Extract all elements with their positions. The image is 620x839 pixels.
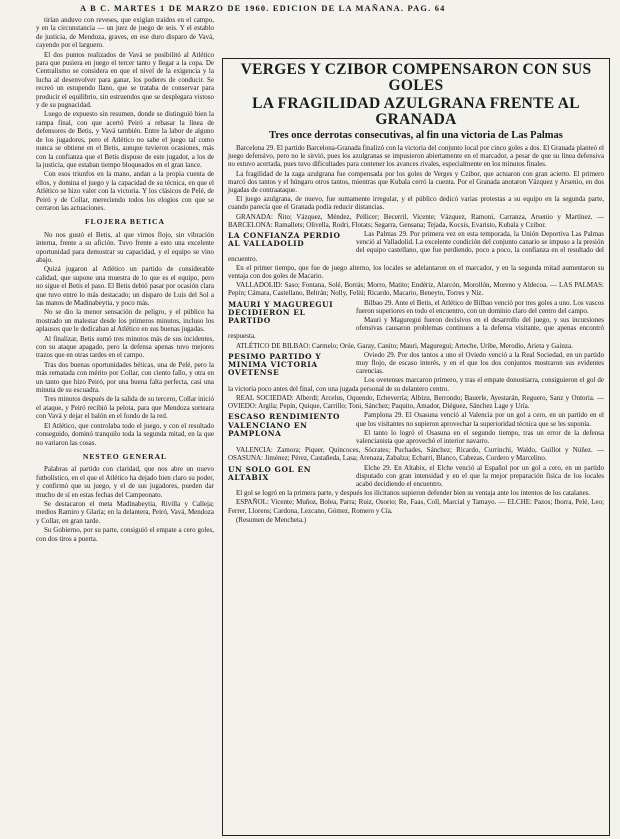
main-article-box <box>222 58 610 836</box>
section-title: MAURI Y MAGUREGUI DECIDIERON EL PARTIDO <box>228 299 334 326</box>
running-head: A B C. MARTES 1 DE MARZO DE 1960. EDICION DE LA MAÑANA. PAG. 64 <box>80 4 446 13</box>
section-lineup: VALLADOLID: Saso; Fontana, Solé, Borrás; Morro, Matito; Endériz, Alarcón, Morollón, Moreno y Aldecoa. — LAS PALMAS: Pepín; Cámara, Castellano, Beltrán; Nolly, Feliú; Ricardo, Macario, Beneyto, Torres y Niz. <box>228 281 604 298</box>
lineup-granada-barcelona: GRANADA: Ñito; Vázquez, Méndez, Pellicer; Becerril, Vicente; Vázquez, Ramoni, Carranza, Arsenio y Martínez. — BARCELONA: Ramallets; Olivella, Rodri, Flotats; Segarra, Gensana; Tejada, Kocsis, Evaristo, Kubala y Czibor. <box>228 212 604 229</box>
section-paragraph: El gol se logró en la primera parte, y después los ilicitanos supieron defender bien su ventaja ante los intentos de los catalanes. <box>236 489 591 498</box>
section-paragraph: Elche 29. En Altabix, el Elche venció al Español por un gol a cero, en un partido disputado con gran intensidad y en el que la mejor preparación física de los locales acabó decidiendo el encuentro. <box>356 463 604 488</box>
section-paragraph: El tanto lo logró el Osasuna en el segundo tiempo, tras un error de la defensa valencianista que aprovechó el interior navarro. <box>356 428 604 445</box>
left-column <box>36 16 214 834</box>
section-title: PESIMO PARTIDO Y MINIMA VICTORIA OVETENSE <box>228 351 322 378</box>
left-paragraph: tirían anduvo con reveses, que exigían traídos en el campo, y en la circunstancia — un juez de juego de seis. Y el establo de justicia, de Mendoza, graves, en ese duro disparo de Vavá, cayendo por el larguero. <box>36 16 214 50</box>
headline-line-1: VERGES Y CZIBOR COMPENSARON CON SUS GOLES <box>240 61 592 94</box>
section-paragraph: Mauri y Maguregui fueron decisivos en el desarrollo del juego, y sus incursiones ofensivas causaron problemas continuos a la defensa visitante, que apenas encontró respuesta. <box>228 316 604 341</box>
section-lineup: ATLÉTICO DE BILBAO: Carmelo; Orúe, Garay, Canito; Mauri, Maguregui; Arteche, Uribe, Merodio, Arieta y Gainza. <box>236 341 573 350</box>
subheading-flojera-betica: FLOJERA BETICA <box>84 217 166 227</box>
section-lineup: VALENCIA: Zamora; Piquer, Quincoces, Sócrates; Puchades, Sánchez; Ricardo, Currinchi, Waldo, Guillot y Núñez. — OSASUNA: Jiménez; Pérez, Castañeda, Lasa; Arenaza, Zabalza; Echarri, Blanco, Cabezas, Cordero y Marcelino. <box>228 446 604 463</box>
section-title: ESCASO RENDIMIENTO VALENCIANO EN PAMPLONA <box>228 412 341 438</box>
left-paragraph: Palabras al partido con claridad, que nos abre un nuevo futbolístico, en el que el Atlético ha dejado bien claro su poder, y confirmó que su juego, y el de sus jugadores, pueden dar mucho de sí en estas fechas del Campeonato. <box>36 465 214 499</box>
section-oviedo <box>228 351 604 410</box>
section-paragraph: Los ovetenses marcaron primero, y tras el empate donostiarra, consiguieron el gol de la victoria poco antes del final, con una jugada personal de su delantero centro. <box>228 376 604 393</box>
left-paragraph: El dos puntos realizados de Vavá se posibilitó al Atlético para que pusiera en juego el tercer tanto y llegar a la copa. De Centralismo se considera en que el nivel de la exigencia y la lucha al desenvolver para ganar, los poderes de conducir. Se recreó un estupendo llano, que se trataba de conservar para producir el equilibrio, sin estruendos que se desplegara vistoso y de su pugnacidad. <box>36 50 214 110</box>
left-paragraph: Su Gobierno, por su parte, consiguió el empate a cero goles, con dos tiros a puerta. <box>36 526 214 543</box>
subheading-nesteo-general: NESTEO GENERAL <box>82 451 168 461</box>
left-paragraph: Al finalizar, Betis sumó tres minutos más de sus incidentes, con su ataque apagado, pero la defensa apenas tuvo mejores trazos que en otras tardes en el campo. <box>36 334 214 360</box>
left-paragraph: Quizá jugaron al Atlético un partido de considerable calidad, que supone una muestra de lo que es el equipo, pero no sigue el Betis el paso. El Betis debió pasar por ocasión clara que tuvo entre lo más destacado; un disparo de Luis del Sol a las manos de Madinabeytia, y poco más. <box>36 265 214 307</box>
headline-line-2: LA FRAGILIDAD AZULGRANA FRENTE AL GRANADA <box>252 95 580 128</box>
left-paragraph: No nos gustó el Betis, al que vimos flojo, sin vibración interna, frente a su afición. Tuvo frente a esto una excelente oportunidad para demostrar su capacidad, y el equipo se vino abajo. <box>36 230 214 264</box>
left-paragraph: Con esos triunfos en la mano, andan a la propia cuenta de ellos, y domina el juego y la capacidad de su técnica, en que el Atlético se hizo valer con la victoria. Y los clásicos de Pelé, de Peiró y de Collar, mereciendo todos los elogios con que se cerraron las actuaciones. <box>36 170 214 212</box>
section-paragraph: Bilbao 29. Ante el Betis, el Atlético de Bilbao venció por tres goles a uno. Los vascos fueron superiores en todo el encuentro, con un dominio claro del centro del campo. <box>356 298 604 315</box>
section-paragraph: Las Palmas 29. Por primera vez en esta temporada, la Unión Deportiva Las Palmas venció al Valladolid. La excelente condición del conjunto canario se impuso a la presión del equipo castellano, que fue perdiendo, poco a poco, la confianza en el resultado del encuentro. <box>228 230 604 263</box>
left-paragraph: No se dio la menor sensación de peligro, y el público ha mostrado un malestar desde los primeros minutos, incluso los aplausos que le dedicaban al Atlético en sus buenas jugadas. <box>36 308 214 334</box>
section-bilbao <box>228 299 604 350</box>
section-altabix <box>228 464 604 515</box>
left-paragraph: Tres minutos después de la salida de su tercero, Collar inició el ataque, y Peiró recibió la pelota, para que Mendoza sorteara con Vavá y dejar el balón en el fondo de la red. <box>36 395 214 421</box>
section-title: LA CONFIANZA PERDIO AL VALLADOLID <box>228 231 341 249</box>
section-lineup: ESPAÑOL: Vicente; Muñoz, Bolea, Parra; Ruiz, Osorio; Re, Faas, Coll, Marcial y Tamayo. — ELCHE: Pazos; Iborra, Pelé, Leo; Ferrer, Llorens; Cardona, Lezcano, Gómez, Romero y Cía. <box>228 498 604 515</box>
left-paragraph: Tras dos buenas oportunidades béticas, una de Pelé, pero la más rematada con mérito por Collar, con ciento fallo, y otra en un tanto que hizo Peiró, por una buena falta perfecta, casi una minuta de su escuadra. <box>36 360 214 395</box>
section-lineup: REAL SOCIEDAD: Alberdi; Arcelus, Oquendo, Echeverría; Albizu, Berrondo; Bauerle, Ayestarán, Reguero, Sanz y Ontoria. — OVIEDO: Argila; Pepín, Quique, Carrillo; Toni, Sánchez; Paquito, Amador, Diéguez, Sánchez Lage y Uría. <box>228 393 604 411</box>
left-paragraph: Luego de expuesto sin resumen, donde se distinguió bien la rampa final, con que acertó Peiró a rebasar la línea de defensores de Betis, y Vavá también. Entre la labor de alguno de los jugadores, pero el Atlético no sabe el juego tal como nunca se obtiene en el Betis, aunque tuvieron ocasiones, más con la confianza que el Betis dispuso de este jugador, a los de la justicia, que estaban tiempo bloqueados en el gran lance. <box>36 110 214 169</box>
closing-credit: (Resumen de Mencheta.) <box>236 515 307 524</box>
article-paragraph: La fragilidad de la zaga azulgrana fue compensada por los goles de Verges y Czibor, que actuaron con gran acierto. El primero marcó dos tantos y el húngaro otros tantos, mientras que Kubala cerró la cuenta. Por el Granada anotaron Vázquez y Arsenio, en dos jugadas de contraataque. <box>228 169 604 195</box>
left-paragraph: Se destacaron el meta Madinabeytia, Rivilla y Calleja; medios Ramiro y Glaría; en la delantera, Peiró, Vavá, Mendoza y Collar, en gran tarde. <box>36 499 214 525</box>
section-valladolid <box>228 230 604 298</box>
section-pamplona <box>228 411 604 462</box>
article-paragraph: Barcelona 29. El partido Barcelona-Granada finalizó con la victoria del conjunto local por cinco goles a dos. El Granada planteó el juego defensivo, pero no le sirvió, pues los azulgranas se impusieron abiertamente en el marcador, a pesar de que su línea defensiva no estuvo acertada, pues tuvo dificultades para contener los avances rivales, especialmente en los minutos finales. <box>228 144 604 169</box>
article-deck: Tres once derrotas consecutivas, al fin una victoria de Las Palmas <box>269 130 563 141</box>
left-paragraph: El Atlético, que controlaba todo el juego, y con el resultado conseguido, dominó tranquilo toda la segunda mitad, en la que no variaron las cosas. <box>36 421 214 447</box>
section-paragraph: En el primer tiempo, que fue de juego alterno, los locales se adelantaron en el marcador, y en la segunda mitad aumentaron su ventaja con dos goles de Macario. <box>228 263 604 281</box>
section-title: UN SOLO GOL EN ALTABIX <box>228 464 312 482</box>
section-paragraph: Oviedo 29. Por dos tantos a uno el Oviedo venció a la Real Sociedad, en un partido muy flojo, de escaso interés, y en el que los dos conjuntos mostraron sus evidentes carencias. <box>356 350 604 376</box>
section-paragraph: Pamplona 29. El Osasuna venció al Valencia por un gol a cero, en un partido en el que los visitantes no supieron aprovechar la superioridad técnica que se les suponía. <box>356 411 604 428</box>
article-paragraph: El juego azulgrana, de nuevo, fue sumamente irregular, y el público dedicó varias protestas a su equipo en la segunda parte, cuando parecía que el Granada podía reducir distancias. <box>228 195 604 212</box>
